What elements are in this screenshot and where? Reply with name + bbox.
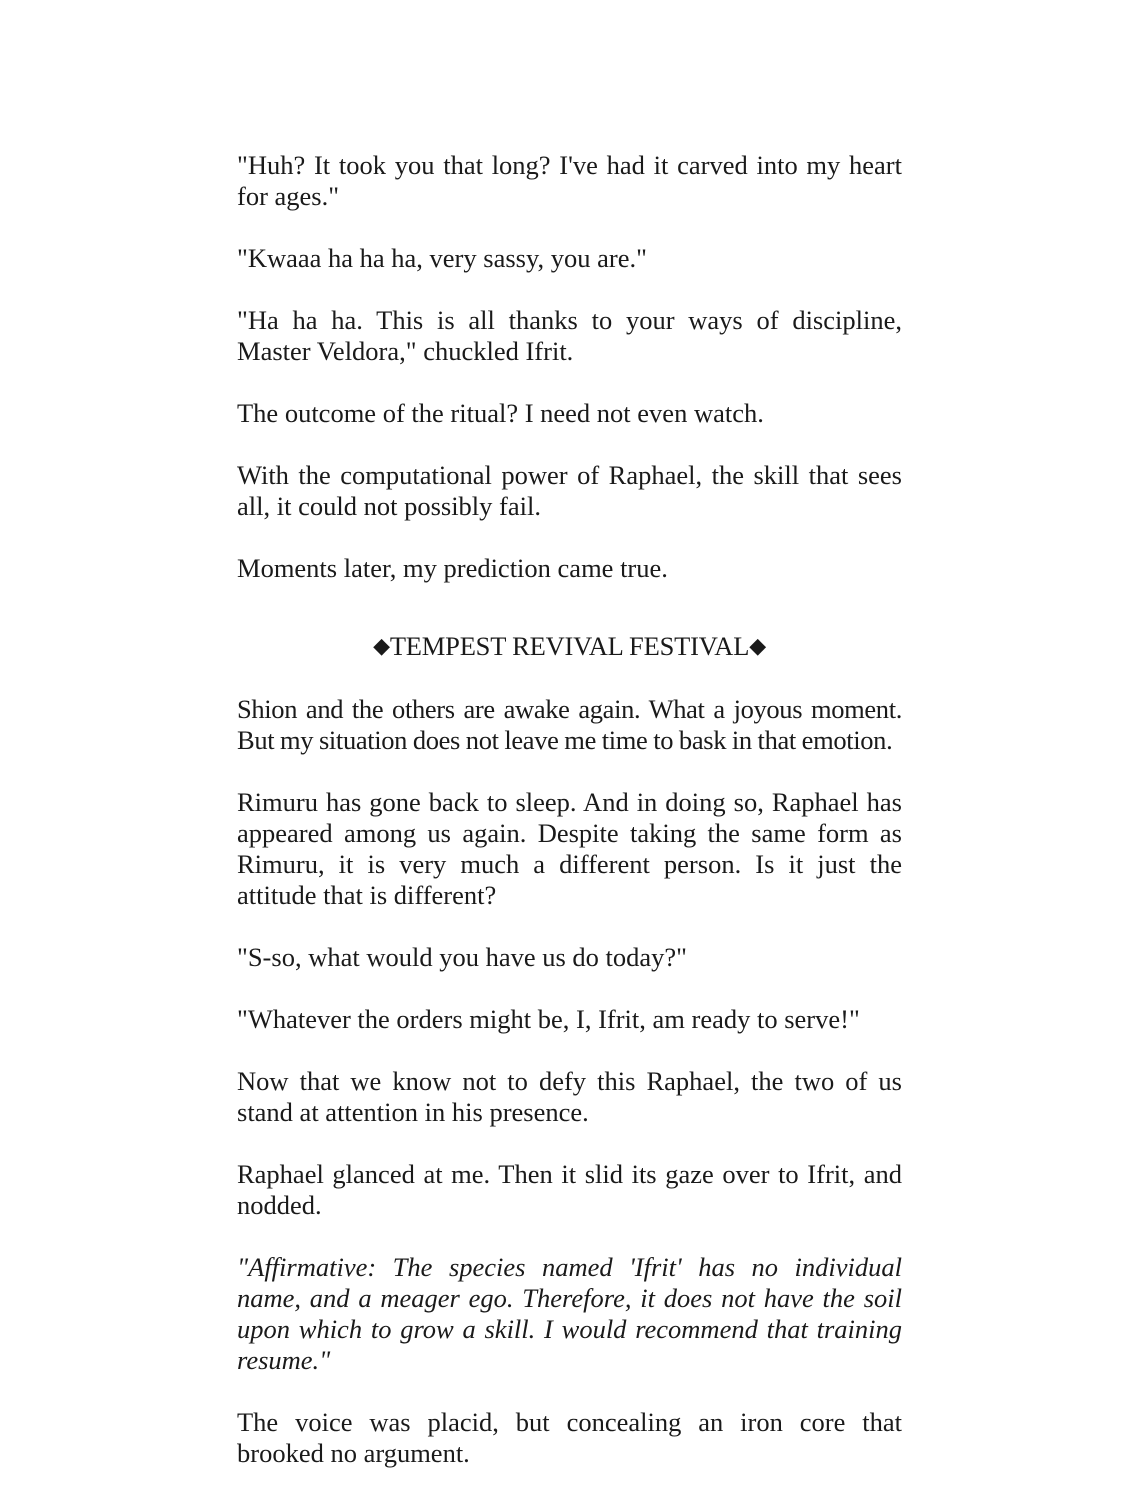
paragraph: "Ha ha ha. This is all thanks to your ways of discipline, Master Veldora," chuckled Ifrit. [237,305,902,366]
paragraph: "S-so, what would you have us do today?" [237,942,687,972]
document-page [237,150,902,1500]
paragraph: Now that we know not to defy this Raphael, the two of us stand at attention in his presence. [237,1066,902,1127]
section-title: TEMPEST REVIVAL FESTIVAL [389,631,750,661]
paragraph: Shion and the others are awake again. What a joyous moment. But my situation does not leave me time to bask in that emotion. [237,694,902,755]
paragraph: Rimuru has gone back to sleep. And in doing so, Raphael has appeared among us again. Despite taking the same form as Rimuru, it is very much a different person. Is it just the attitude that is different? [237,787,902,910]
paragraph: With the computational power of Raphael, the skill that sees all, it could not possibly fail. [237,460,902,521]
section-heading [237,631,902,663]
diamond-icon: ◆ [373,633,390,658]
paragraph: The outcome of the ritual? I need not even watch. [237,398,764,428]
diamond-icon: ◆ [749,633,766,658]
paragraph: Moments later, my prediction came true. [237,553,668,583]
paragraph: "Whatever the orders might be, I, Ifrit, am ready to serve!" [237,1004,860,1034]
paragraph: Raphael glanced at me. Then it slid its gaze over to Ifrit, and nodded. [237,1159,902,1220]
paragraph-italic: "Affirmative: The species named 'Ifrit' has no individual name, and a meager ego. Therefore, it does not have the soil upon which to grow a skill. I would recommend that training resume." [237,1252,902,1375]
paragraph: "Kwaaa ha ha ha, very sassy, you are." [237,243,647,273]
paragraph: The voice was placid, but concealing an iron core that brooked no argument. [237,1407,902,1468]
paragraph: "Huh? It took you that long? I've had it carved into my heart for ages." [237,150,902,211]
